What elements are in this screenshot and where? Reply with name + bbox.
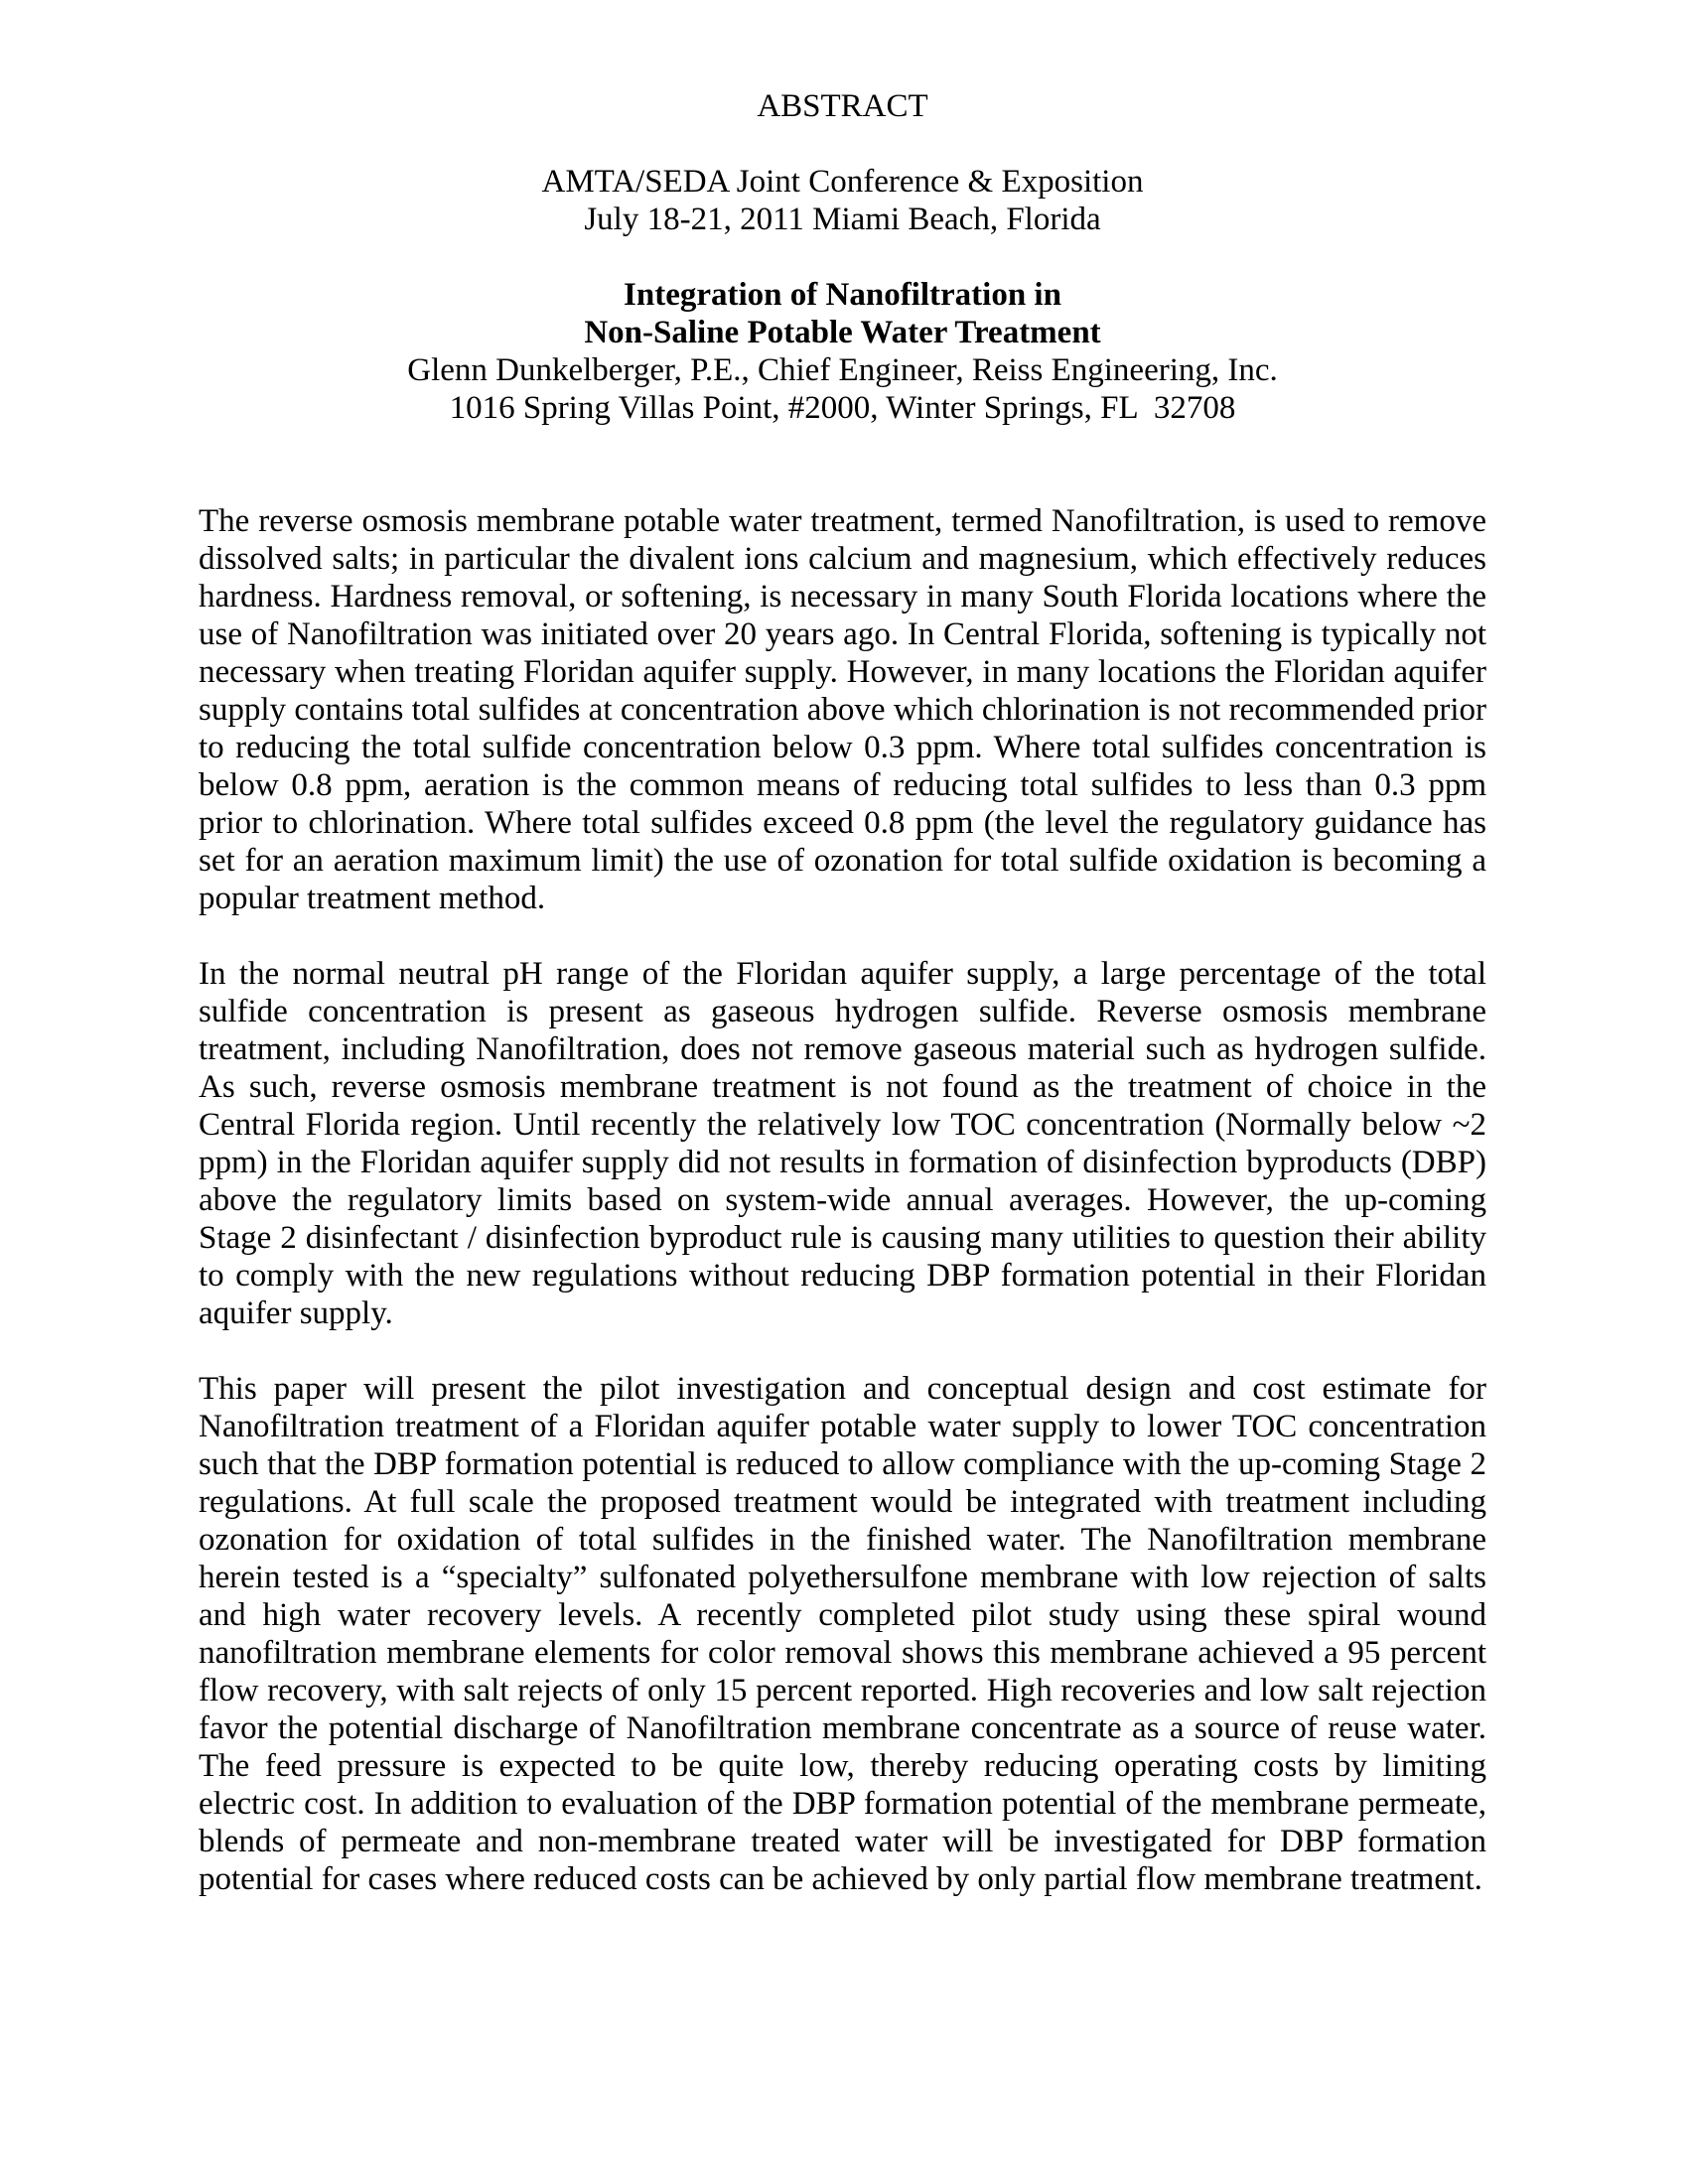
abstract-paragraph-3: This paper will present the pilot investigation and conceptual design and cost estimate for Nanofiltration treatment of a Floridan aquifer potable water supply to lower TOC concentration such that the DBP formation potential is reduced to allow compliance with the up-coming Stage 2 regulations. At full scale the proposed treatment would be integrated with treatment including ozonation for oxidation of total sulfides in the finished water. The Nanofiltration membrane herein tested is a “specialty” sulfonated polyethersulfone membrane with low rejection of salts and high water recovery levels. A recently completed pilot study using these spiral wound nanofiltration membrane elements for color removal shows this membrane achieved a 95 percent flow recovery, with salt rejects of only 15 percent reported. High recoveries and low salt rejection favor the potential discharge of Nanofiltration membrane concentrate as a source of reuse water. The feed pressure is expected to be quite low, thereby reducing operating costs by limiting electric cost. In addition to evaluation of the DBP formation potential of the membrane permeate, blends of permeate and non-membrane treated water will be investigated for DBP formation potential for cases where reduced costs can be achieved by only partial flow membrane treatment. xyxy=(199,1371,1486,1897)
spacer xyxy=(199,125,1486,163)
abstract-paragraph-1: The reverse osmosis membrane potable water treatment, termed Nanofiltration, is used to remove dissolved salts; in particular the divalent ions calcium and magnesium, which effectively reduces hardness. Hardness removal, or softening, is necessary in many South Florida locations where the use of Nanofiltration was initiated over 20 years ago. In Central Florida, softening is typically not necessary when treating Floridan aquifer supply. However, in many locations the Floridan aquifer supply contains total sulfides at concentration above which chlorination is not recommended prior to reducing the total sulfide concentration below 0.3 ppm. Where total sulfides concentration is below 0.8 ppm, aeration is the common means of reducing total sulfides to less than 0.3 ppm prior to chlorination. Where total sulfides exceed 0.8 ppm (the level the regulatory guidance has set for an aeration maximum limit) the use of ozonation for total sulfide oxidation is becoming a popular treatment method. xyxy=(199,503,1486,916)
abstract-paragraph-2: In the normal neutral pH range of the Floridan aquifer supply, a large percentage of the total sulfide concentration is present as gaseous hydrogen sulfide. Reverse osmosis membrane treatment, including Nanofiltration, does not remove gaseous material such as hydrogen sulfide. As such, reverse osmosis membrane treatment is not found as the treatment of choice in the Central Florida region. Until recently the relatively low TOC concentration (Normally below ~2 ppm) in the Floridan aquifer supply did not results in formation of disinfection byproducts (DBP) above the regulatory limits based on system-wide annual averages. However, the up-coming Stage 2 disinfectant / disinfection byproduct rule is causing many utilities to question their ability to comply with the new regulations without reducing DBP formation potential in their Floridan aquifer supply. xyxy=(199,956,1486,1331)
paper-title-line-2: Non-Saline Potable Water Treatment xyxy=(584,315,1101,350)
document-header xyxy=(199,87,1486,502)
abstract-heading: ABSTRACT xyxy=(757,88,928,124)
conference-name: AMTA/SEDA Joint Conference & Exposition xyxy=(541,164,1144,200)
conference-date-location: July 18-21, 2011 Miami Beach, Florida xyxy=(584,202,1101,237)
spacer xyxy=(199,427,1486,502)
author-line: Glenn Dunkelberger, P.E., Chief Engineer, Reiss Engineering, Inc. xyxy=(407,352,1278,388)
spacer xyxy=(199,238,1486,276)
paper-title-line-1: Integration of Nanofiltration in xyxy=(624,277,1061,313)
address-line: 1016 Spring Villas Point, #2000, Winter Springs, FL 32708 xyxy=(449,390,1236,426)
